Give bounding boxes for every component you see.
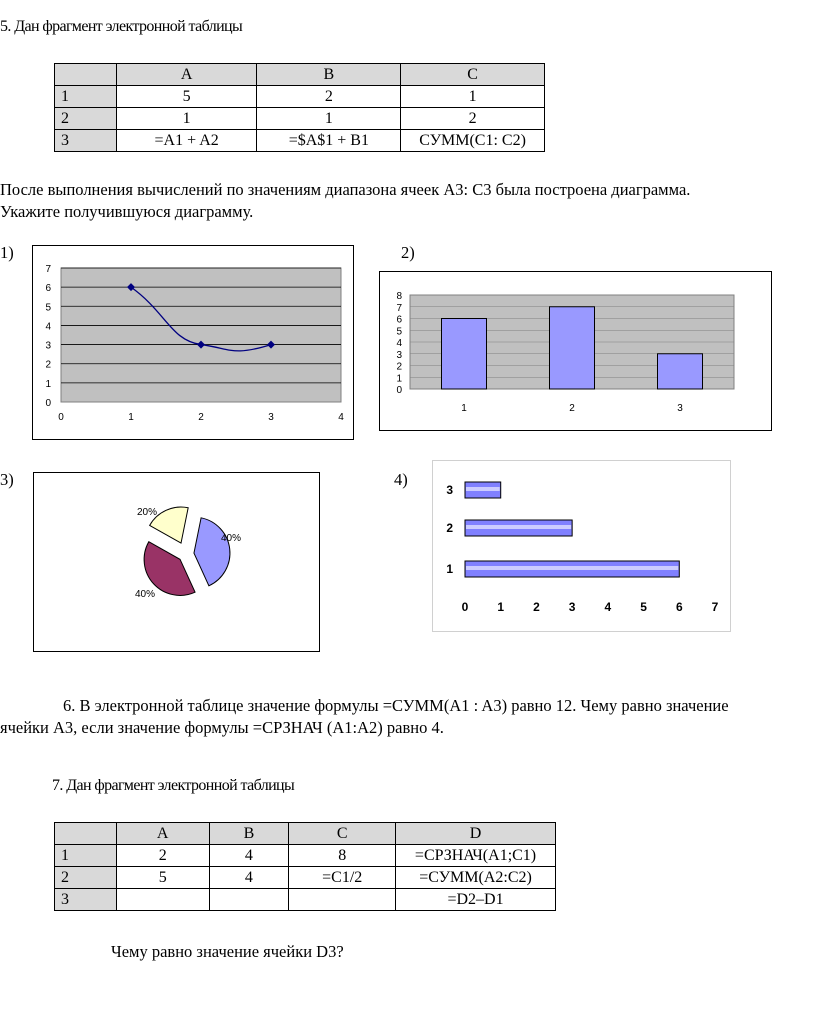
data-label: 40% — [134, 589, 156, 600]
table-row — [55, 889, 556, 911]
table-cell: 2 — [116, 845, 209, 867]
q5-title: 5. Дан фрагмент электронной таблицы — [0, 18, 243, 35]
bar — [550, 307, 595, 389]
col-header-a: A — [116, 823, 209, 845]
table-row — [55, 86, 545, 108]
row-header: 2 — [55, 108, 117, 130]
x-tick-label: 5 — [640, 600, 647, 614]
x-tick-label: 3 — [568, 600, 576, 614]
table-cell: =СУММ(A2:C2) — [396, 867, 556, 889]
y-tick-label: 2 — [396, 361, 402, 373]
q5-question-line2: Укажите получившуюся диаграмму. — [0, 202, 254, 221]
chart-option-1 — [32, 245, 354, 440]
table-cell: 5 — [116, 86, 257, 108]
y-tick-label: 1 — [45, 378, 51, 390]
y-tick-label: 5 — [45, 302, 51, 314]
y-tick-label: 1 — [396, 373, 402, 385]
chart-option-3 — [33, 472, 320, 652]
col-header-b: B — [209, 823, 289, 845]
table-cell: 1 — [257, 108, 401, 130]
x-tick-label: 3 — [677, 403, 683, 414]
table-cell: =СРЗНАЧ(A1;C1) — [396, 845, 556, 867]
q7-question: Чему равно значение ячейки D3? — [111, 942, 344, 961]
table-row — [55, 845, 556, 867]
data-label: 20% — [136, 507, 158, 518]
table-cell: 5 — [116, 867, 209, 889]
option-label-3: 3) — [0, 470, 14, 489]
y-tick-label: 3 — [45, 340, 51, 352]
row-header: 2 — [55, 867, 117, 889]
y-tick-label: 6 — [396, 314, 402, 326]
corner-cell — [55, 823, 117, 845]
table-cell: 4 — [209, 845, 289, 867]
bar-highlight — [466, 525, 571, 529]
option-label-1: 1) — [0, 243, 14, 262]
col-header-a: A — [116, 64, 257, 86]
y-tick-label: 2 — [446, 521, 453, 535]
table-row — [55, 867, 556, 889]
y-tick-label: 2 — [45, 359, 51, 371]
row-header: 3 — [55, 130, 117, 152]
table-cell: =$A$1 + B1 — [257, 130, 401, 152]
bar-highlight — [466, 566, 678, 570]
bar — [442, 319, 487, 390]
table-cell: СУММ(C1: C2) — [401, 130, 545, 152]
q6-line1: 6. В электронной таблице значение формулы =СУММ(A1 : A3) равно 12. Чему равно значение — [63, 696, 729, 715]
col-header-c: C — [401, 64, 545, 86]
table-cell: 1 — [401, 86, 545, 108]
table-header-row — [55, 64, 545, 86]
table-cell: =A1 + A2 — [116, 130, 257, 152]
bar — [658, 354, 703, 389]
x-tick-label: 1 — [128, 412, 134, 423]
column-chart — [380, 272, 771, 430]
table-header-row — [55, 823, 556, 845]
y-tick-label: 1 — [446, 562, 453, 576]
x-tick-label: 4 — [338, 412, 344, 423]
x-tick-label: 2 — [198, 412, 204, 423]
table-row — [55, 108, 545, 130]
col-header-d: D — [396, 823, 556, 845]
q5-question-line1: После выполнения вычислений по значениям диапазона ячеек A3: C3 была построена диаграмма. — [0, 180, 691, 199]
y-tick-label: 4 — [45, 321, 51, 333]
chart-option-4 — [432, 460, 731, 632]
plot-area — [61, 268, 341, 402]
x-tick-label: 0 — [58, 412, 64, 423]
y-tick-label: 7 — [396, 302, 402, 314]
row-header: 3 — [55, 889, 117, 911]
chart-option-2 — [379, 271, 772, 431]
x-tick-label: 1 — [497, 600, 505, 614]
pie-chart — [34, 473, 319, 651]
x-tick-label: 7 — [711, 600, 719, 614]
y-tick-label: 6 — [45, 283, 51, 295]
table-cell — [289, 889, 396, 911]
x-tick-label: 0 — [461, 600, 469, 614]
option-label-2: 2) — [401, 243, 415, 262]
line-chart — [33, 246, 353, 439]
q7-title: 7. Дан фрагмент электронной таблицы — [52, 777, 295, 794]
table-cell: 2 — [401, 108, 545, 130]
x-tick-label: 6 — [675, 600, 683, 614]
pie-slice — [144, 542, 195, 596]
corner-cell — [55, 64, 117, 86]
data-label: 40% — [220, 533, 242, 544]
pie-slice — [194, 518, 230, 586]
option-label-4: 4) — [394, 470, 408, 489]
x-tick-label: 3 — [268, 412, 274, 423]
x-tick-label: 2 — [533, 600, 540, 614]
y-tick-label: 0 — [45, 398, 51, 409]
y-tick-label: 8 — [396, 291, 402, 302]
q5-spreadsheet — [54, 63, 545, 152]
table-cell: 2 — [257, 86, 401, 108]
table-cell — [116, 889, 209, 911]
table-cell: 8 — [289, 845, 396, 867]
table-cell: =C1/2 — [289, 867, 396, 889]
table-cell — [209, 889, 289, 911]
y-tick-label: 3 — [396, 349, 402, 361]
table-cell: 1 — [116, 108, 257, 130]
y-tick-label: 3 — [446, 483, 453, 497]
q6-line2: ячейки А3, если значение формулы =СРЗНАЧ (A1:A2) равно 4. — [0, 718, 444, 737]
x-tick-label: 4 — [604, 600, 612, 614]
col-header-b: B — [257, 64, 401, 86]
y-tick-label: 0 — [396, 385, 402, 396]
table-cell: 4 — [209, 867, 289, 889]
q7-spreadsheet — [54, 822, 556, 911]
col-header-c: C — [289, 823, 396, 845]
table-row — [55, 130, 545, 152]
x-tick-label: 2 — [569, 403, 575, 414]
y-tick-label: 7 — [45, 264, 51, 275]
x-tick-label: 1 — [461, 403, 467, 414]
y-tick-label: 5 — [396, 326, 402, 338]
table-cell: =D2–D1 — [396, 889, 556, 911]
bar-chart — [433, 461, 730, 631]
bar-highlight — [466, 487, 500, 491]
row-header: 1 — [55, 86, 117, 108]
y-tick-label: 4 — [396, 338, 402, 349]
row-header: 1 — [55, 845, 117, 867]
